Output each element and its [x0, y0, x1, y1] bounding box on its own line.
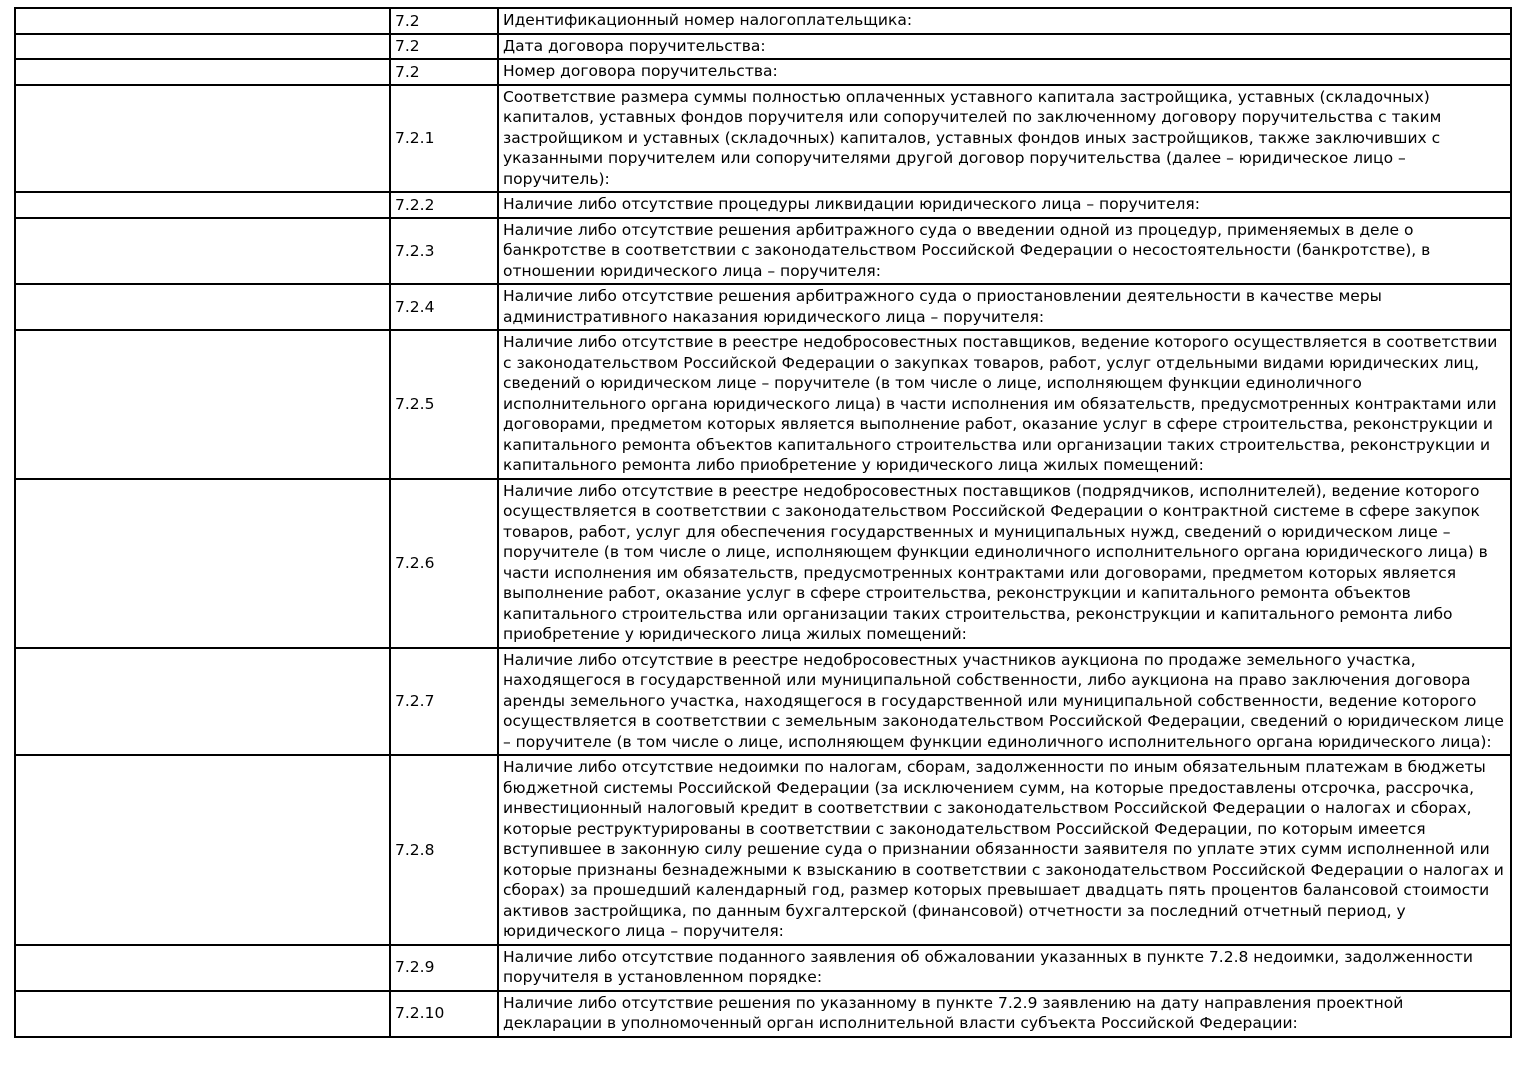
item-text: Наличие либо отсутствие решения арбитражного суда о введении одной из процедур, применяемых в деле о банкротстве в соответствии с законодательством Российской Федерации о несостоятельности (банкротстве), в отношении юридического лица – поручителя: — [498, 218, 1511, 285]
item-text: Наличие либо отсутствие процедуры ликвидации юридического лица – поручителя: — [498, 192, 1511, 218]
item-text: Идентификационный номер налогоплательщика: — [498, 8, 1511, 34]
item-number: 7.2.3 — [390, 218, 498, 285]
table-row — [15, 218, 1511, 285]
table-row — [15, 648, 1511, 756]
item-text: Наличие либо отсутствие решения по указанному в пункте 7.2.9 заявлению на дату направления проектной декларации в уполномоченный орган исполнительной власти субъекта Российской Федерации: — [498, 991, 1511, 1037]
item-number: 7.2.10 — [390, 991, 498, 1037]
item-text: Наличие либо отсутствие недоимки по налогам, сборам, задолженности по иным обязательным платежам в бюджеты бюджетной системы Российской Федерации (за исключением сумм, на которые предоставлены отсрочка, рассрочка, инвестиционный налоговый кредит в соответствии с законодательством Российской Федерации о налогах и сборах, которые реструктурированы в соответствии с законодательством Российской Федерации, по которым имеется вступившее в законную силу решение суда о признании обязанности заявителя по уплате этих сумм исполненной или которые признаны безнадежными к взысканию в соответствии с законодательством Российской Федерации о налогах и сборах) за прошедший календарный год, размер которых превышает двадцать пять процентов балансовой стоимости активов застройщика, по данным бухгалтерской (финансовой) отчетности за последний отчетный период, у юридического лица – поручителя: — [498, 755, 1511, 945]
item-text: Наличие либо отсутствие поданного заявления об обжаловании указанных в пункте 7.2.8 недоимки, задолженности поручителя в установленном порядке: — [498, 945, 1511, 991]
item-number: 7.2.2 — [390, 192, 498, 218]
value-cell — [15, 34, 390, 60]
table-row — [15, 85, 1511, 193]
value-cell — [15, 85, 390, 193]
item-number: 7.2.8 — [390, 755, 498, 945]
table-row — [15, 284, 1511, 330]
table-row — [15, 192, 1511, 218]
item-number: 7.2.9 — [390, 945, 498, 991]
declaration-table — [14, 7, 1512, 1038]
item-text: Соответствие размера суммы полностью оплаченных уставного капитала застройщика, уставных (складочных) капиталов, уставных фондов поручителя или сопоручителей по заключенному договору поручительства с таким застройщиком и уставных (складочных) капиталов, уставных фондов иных застройщиков, также заключивших с указанными поручителем или сопоручителями другой договор поручительства (далее – юридическое лицо – поручитель): — [498, 85, 1511, 193]
table-row — [15, 8, 1511, 34]
item-text: Наличие либо отсутствие в реестре недобросовестных поставщиков (подрядчиков, исполнителей), ведение которого осуществляется в соответствии с законодательством Российской Федерации о контрактной системе в сфере закупок товаров, работ, услуг для обеспечения государственных и муниципальных нужд, сведений о юридическом лице – поручителе (в том числе о лице, исполняющем функции единоличного исполнительного органа юридического лица) в части исполнения им обязательств, предусмотренных контрактами или договорами, предметом которых является выполнение работ, оказание услуг в сфере строительства, реконструкции и капитального ремонта объектов капитального строительства или организации таких строительства, реконструкции и капитального ремонта либо приобретение у юридического лица жилых помещений: — [498, 479, 1511, 648]
table-row — [15, 991, 1511, 1037]
item-text: Наличие либо отсутствие в реестре недобросовестных поставщиков, ведение которого осуществляется в соответствии с законодательством Российской Федерации о закупках товаров, работ, услуг отдельными видами юридических лиц, сведений о юридическом лице – поручителе (в том числе о лице, исполняющем функции единоличного исполнительного органа юридического лица) в части исполнения им обязательств, предусмотренных контрактами или договорами, предметом которых является выполнение работ, оказание услуг в сфере строительства, реконструкции и капитального ремонта объектов капитального строительства или организации таких строительства, реконструкции и капитального ремонта либо приобретение у юридического лица жилых помещений: — [498, 330, 1511, 479]
table-row — [15, 34, 1511, 60]
value-cell — [15, 59, 390, 85]
table-row — [15, 945, 1511, 991]
item-text: Номер договора поручительства: — [498, 59, 1511, 85]
item-text: Дата договора поручительства: — [498, 34, 1511, 60]
value-cell — [15, 479, 390, 648]
value-cell — [15, 330, 390, 479]
value-cell — [15, 648, 390, 756]
item-number: 7.2 — [390, 59, 498, 85]
item-number: 7.2.4 — [390, 284, 498, 330]
item-text: Наличие либо отсутствие решения арбитражного суда о приостановлении деятельности в качестве меры административного наказания юридического лица – поручителя: — [498, 284, 1511, 330]
item-text: Наличие либо отсутствие в реестре недобросовестных участников аукциона по продаже земельного участка, находящегося в государственной или муниципальной собственности, либо аукциона на право заключения договора аренды земельного участка, находящегося в государственной или муниципальной собственности, ведение которого осуществляется в соответствии с земельным законодательством Российской Федерации, сведений о юридическом лице – поручителе (в том числе о лице, исполняющем функции единоличного исполнительного органа юридического лица): — [498, 648, 1511, 756]
value-cell — [15, 755, 390, 945]
item-number: 7.2 — [390, 8, 498, 34]
table-row — [15, 755, 1511, 945]
value-cell — [15, 8, 390, 34]
value-cell — [15, 284, 390, 330]
value-cell — [15, 192, 390, 218]
value-cell — [15, 991, 390, 1037]
item-number: 7.2 — [390, 34, 498, 60]
item-number: 7.2.5 — [390, 330, 498, 479]
item-number: 7.2.6 — [390, 479, 498, 648]
value-cell — [15, 218, 390, 285]
table-row — [15, 330, 1511, 479]
item-number: 7.2.7 — [390, 648, 498, 756]
table-row — [15, 59, 1511, 85]
table-row — [15, 479, 1511, 648]
value-cell — [15, 945, 390, 991]
item-number: 7.2.1 — [390, 85, 498, 193]
